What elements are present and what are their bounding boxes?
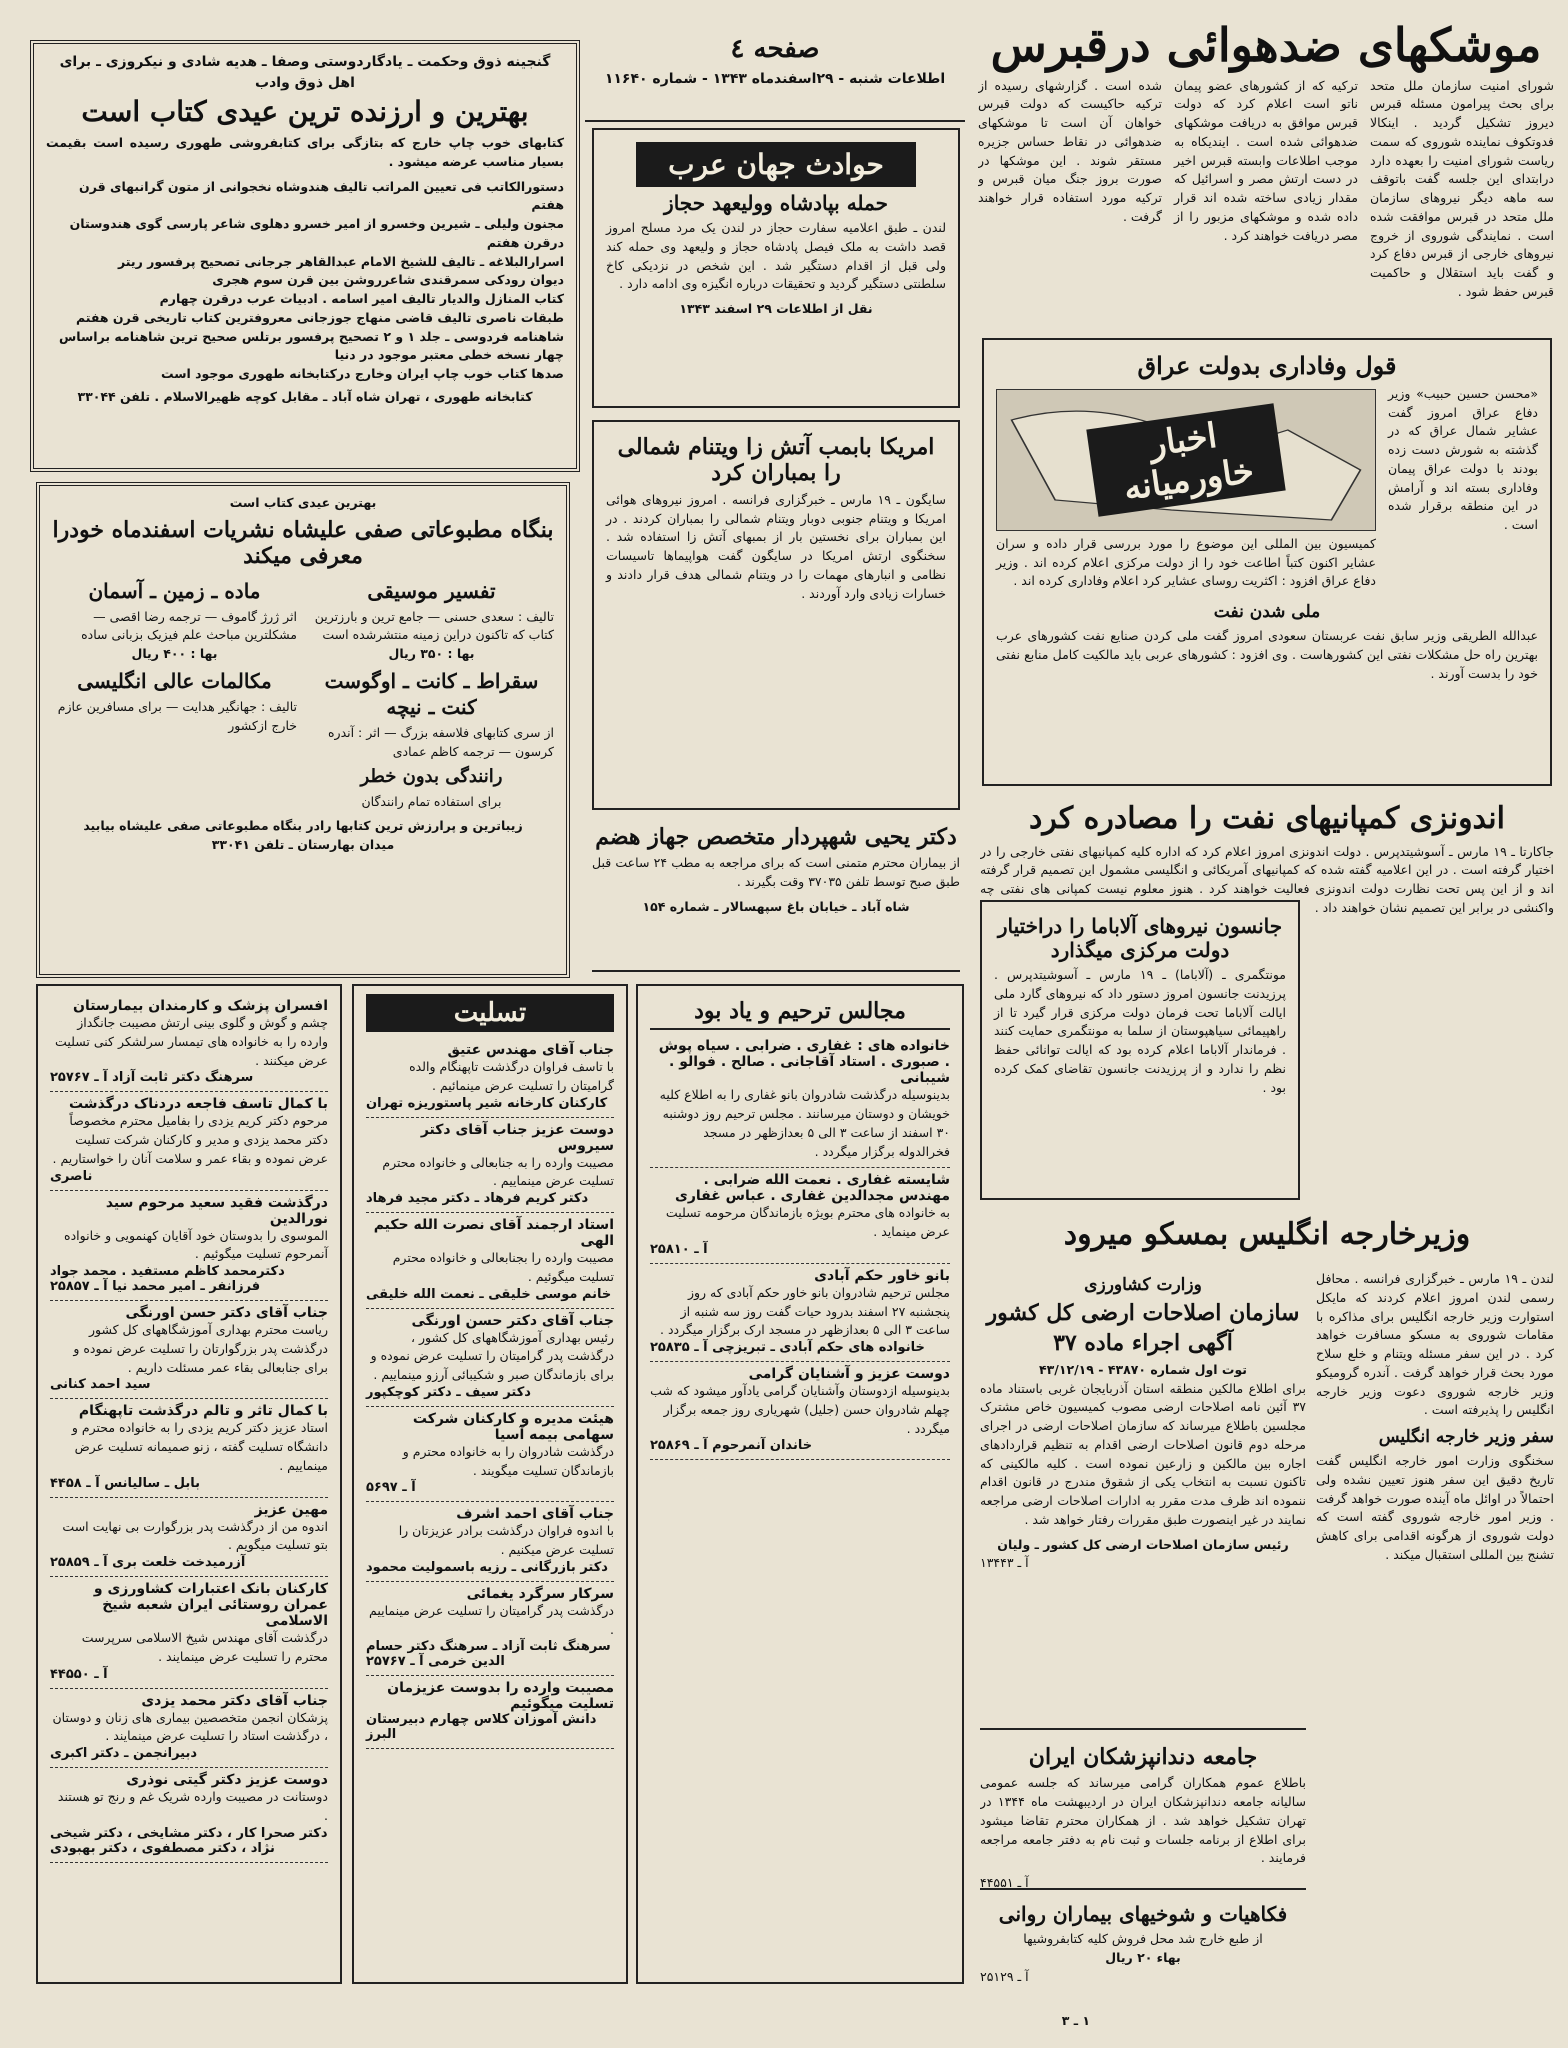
condolence-notice xyxy=(366,1038,614,1118)
middle-east-news-logo: اخبار خاورمیانه xyxy=(1086,403,1285,516)
notice-body: مصیبت وارده را بجنابعالی و خانواده محترم تسلیت میگوئیم . xyxy=(392,1250,614,1284)
britain-headline: وزیرخارجه انگلیس بمسکو میرود xyxy=(1063,1217,1471,1252)
condolence-notice xyxy=(366,1213,614,1309)
notice-body: چشم و گوش و گلوی بینی ارتش مصیبت جانگداز وارده را به خانواده های تیمسار سرلشکر کنی تسلیت عرض میکنند . xyxy=(55,1015,328,1068)
tahouri-book: اسرارالبلاغه ـ تالیف للشیخ الامام عبدالقاهر جرجانی تصحیح پرفسور ریتر xyxy=(118,253,564,269)
land-reform-ref: توت اول شماره ۴۳۸۷۰ - ۴۳/۱۲/۱۹ xyxy=(1039,1361,1247,1377)
condolence-notice xyxy=(50,1577,328,1689)
oil-subtitle: ملی شدن نفت xyxy=(1213,602,1321,623)
cyprus-headline: موشکهای ضدهوائی درقبرس xyxy=(990,18,1542,72)
alabama-headline: جانسون نیروهای آلاباما را دراختیار دولت مرکزی میگذارد xyxy=(997,914,1283,962)
safi-book-title: رانندگی بدون خطر xyxy=(360,766,503,788)
mourning-title: مجالس ترحیم و یاد بود xyxy=(650,998,950,1030)
condolences-title: تسلیت xyxy=(366,994,614,1032)
notice-signature: آزرمیدخت خلعت بری آ ـ ۲۵۸۵۹ xyxy=(50,1555,246,1570)
tahouri-book: کتاب المنازل والدیار تالیف امیر اسامه . ادبیات عرب درقرن چهارم xyxy=(159,291,564,307)
notice-title: با کمال تاثر و تالم درگذشت تاپهنگام xyxy=(78,1403,328,1420)
cyprus-article xyxy=(978,18,1554,333)
safi-book-title: ماده ـ زمین ـ آسمان xyxy=(88,578,261,603)
notice-signature: آ ـ ۲۵۸۱۰ xyxy=(650,1241,708,1257)
notice-signature: بابل ـ سالیانس آ ـ ۴۴۵۸ xyxy=(50,1475,200,1491)
condolence-notice xyxy=(50,1689,328,1769)
condolence-notice xyxy=(50,1092,328,1190)
cyprus-text-right: شورای امنیت سازمان ملل متحد برای بحث پیرامون مسئله قبرس دیروز تشکیل گردید . اینکالا فدوتکوف نماینده شوروی که سمت ریاست شورای امنیت را بعهده دارد درابتدای این جلسه گفت باتوقف سه ماهه دیگر نیروهای سازمان ملل متحد در قبرس موافقت شده است . نمایندگی شوروی از خروج نیروهای خارجی از قبرس دفاع کرد و گفت باید استقلال و حاکمیت قبرس حفظ شود . xyxy=(1370,77,1554,299)
notice-title: دوست عزیز دکتر گیتی نوذری xyxy=(126,1772,328,1788)
page-marks: ۱ ـ ۳ xyxy=(1061,2013,1090,2028)
tahouri-book: صدها کتاب خوب چاپ ایران وخارج درکتابخانه طهوری موجود است xyxy=(160,366,564,382)
condolence-notice xyxy=(50,1301,328,1399)
safi-alishah-ad xyxy=(36,482,570,978)
tahouri-book: دیوان رودکی سمرقندی شاعرروشن بین قرن سوم هجری xyxy=(212,272,564,288)
doctor-address: شاه آباد ـ خیابان باغ سپهسالار ـ شماره ۱۵۴ xyxy=(642,898,910,914)
notice-body: اندوه من از درگذشت پدر بزرگوارت بی نهایت است بتو تسلیت میگویم . xyxy=(62,1518,328,1553)
doctor-title: دکتر یحیی شهپردار متخصص جهاز هضم xyxy=(595,824,957,850)
notice-body: مصیبت وارده را به جنابعالی و خانواده محترم تسلیت عرض مینماییم . xyxy=(382,1154,614,1189)
condolence-notice xyxy=(366,1676,614,1749)
iraq-text-left: کمیسیون بین المللی این موضوع را مورد بررسی قرار داده و سران عشایر اکنون کتباً اطاعت خود را از دولت مرکزی اعلام کرده اند . وزیر دفاع عراق افزود : اکثریت روسای عشایر کرد اعلام وفاداری کرده اند . xyxy=(996,535,1376,589)
dentists-text: باطلاع عموم همکاران گرامی میرساند که جلسه عمومی سالیانه جامعه دندانپزشکان ایران در اردیبهشت ماه ۱۳۴۴ در تهران تشکیل خواهد شد . از همکاران محترم تقاضا میشود برای اطلاع از برنامه جلسات و ثبت نام به دفتر جامعه مراجعه فرمایند . xyxy=(980,1775,1306,1866)
britain-article xyxy=(1316,1270,1554,2010)
notice-signature: سرهنگ ثابت آزاد ـ سرهنگ دکتر حسام الدین خرمی آ ـ ۲۵۷۶۷ xyxy=(366,1639,611,1670)
safi-book-title: سقراط ـ کانت ـ اوگوست کنت ـ نیچه xyxy=(324,668,539,719)
notice-title: هیئت مدیره و کارکنان شرکت سهامی بیمه آسیا xyxy=(412,1410,614,1443)
tahouri-address: کتابخانه طهوری ، تهران شاه آباد ـ مقابل کوچه ظهیرالاسلام . تلفن ۳۳۰۴۴ xyxy=(77,388,533,404)
safi-book-detail: از سری کتابهای فلاسفه بزرگ — اثر : آندره کرسون — ترجمه کاظم عمادی xyxy=(327,724,554,759)
safi-book-detail: اثر ژرژ گاموف — ترجمه رضا اقصی — مشکلترین مباحث علم فیزیک بزبانی ساده xyxy=(81,608,297,643)
notice-signature: دکتر صحرا کار ، دکتر مشایخی ، دکتر شیخی نژاد ، دکتر مصطفوی ، دکتر بهبودی xyxy=(50,1825,328,1856)
condolence-notice xyxy=(50,1399,328,1497)
notice-body: ریاست محترم بهداری آموزشگاههای کل کشور درگذشت پدر بزرگوارتان را تسلیت عرض نموده و برای جنابعالی بقاء عمر مسئلت داریم . xyxy=(73,1322,328,1375)
masthead xyxy=(585,30,965,122)
condolence-notice xyxy=(366,1118,614,1214)
notice-body: درگذشت پدر گرامیتان را تسلیت عرض مینماییم . xyxy=(369,1602,614,1637)
notice-title: بانو خاور حکم آبادی xyxy=(814,1267,950,1284)
cyprus-text-left: شده است . گزارشهای رسیده از ترکیه حاکیست که دولت قبرس خواهان آن است تا موشکهای ضدهوائی در نقاط حساس جزیره مستقر شوند . این موشکها در صورت بروز جنگ میان قبرس و ترکیه مورد استفاده قرار خواهند گرفت . xyxy=(978,77,1162,224)
condolence-notice xyxy=(366,1502,614,1582)
notice-body: با تاسف فراوان درگذشت تاپهنگام والده گرامیتان را تسلیت عرض مینمائیم . xyxy=(409,1059,614,1093)
land-reform-code: آ ـ ۱۳۴۴۳ xyxy=(980,1555,1029,1571)
notice-signature: دکتر بازرگانی ـ رزیه باسمولیت محمود xyxy=(366,1559,608,1575)
notice-body: مجلس ترحیم شادروان بانو خاور حکم آبادی که روز پنجشنبه ۲۷ اسفند بدرود حیات گفت روز سه شنبه از ساعت ۳ الی ۵ بعدازظهر در مسجد ارک برگزار میگردد . xyxy=(660,1284,950,1338)
condolence-notice xyxy=(366,1309,614,1407)
left-notices-column xyxy=(36,984,342,1984)
safi-book-price: بها : ۴۰۰ ریال xyxy=(131,646,218,662)
land-reform-signature: رئیس سازمان اصلاحات ارضی کل کشور ـ ولیان xyxy=(997,1536,1289,1552)
notice-body: رئیس بهداری آموزشگاههای کل کشور ، درگذشت پدر گرامیتان را تسلیت عرض نموده و برای بازماندگان صبر و شکیبائی آرزو مینماییم . xyxy=(370,1329,614,1382)
tahouri-book: شاهنامه فردوسی ـ جلد ۱ و ۲ تصحیح پرفسور برتلس صحیح ترین شاهنامه براساس چهار نسخه خطی معتبر موجود در دنیا xyxy=(59,328,564,363)
middle-east-map xyxy=(996,389,1376,531)
arab-world-news-logo: حوادث جهان عرب xyxy=(636,142,916,187)
notice-body: استاد عزیز دکتر کریم یزدی را به خانواده محترم و دانشگاه تسلیت گفته ، زنو صمیمانه تسلیت عرض مینماییم . xyxy=(71,1420,328,1473)
condolence-notice xyxy=(366,1407,614,1503)
humor-price: بهاء ۲۰ ریال xyxy=(1105,1949,1181,1965)
iraq-headline: قول وفاداری بدولت عراق xyxy=(1137,351,1397,380)
humor-code: آ ـ ۲۵۱۲۹ xyxy=(980,1968,1029,1984)
notice-signature: سید احمد کنانی xyxy=(50,1377,151,1393)
humor-book-ad xyxy=(980,1898,1306,2008)
alabama-article xyxy=(980,900,1300,1200)
notice-title: مهین عزیز xyxy=(254,1501,328,1518)
dentists-notice xyxy=(980,1740,1306,1890)
britain-headline-wrap xyxy=(980,1216,1554,1262)
condolence-notice xyxy=(50,1191,328,1302)
iraq-text-right: «محسن حسین حبیب» وزیر دفاع عراق امروز گفت عشایر شمال عراق که در گذشته به شورش دست زده بودند با دولت عراق پیمان وفاداری بسته اند و آرامش در این منطقه برقرار شده است . xyxy=(1388,385,1538,533)
vietnam-text: سایگون ـ ۱۹ مارس ـ خبرگزاری فرانسه . امروز نیروهای هوائی امریکا و ویتنام جنوبی دوبار ویتنام شمالی را بمباران کردند . در این بمباران برای نخستین بار از بمبهای آتش زا استفاده شد . سخنگوی ارتش امریکا در سایگون گفت هواپیماها تاسیسات نظامی و انبارهای مهمات را در ویتنام شمالی هدف قرار دادند و خسارات زیادی وارد آوردند . xyxy=(606,491,946,601)
notice-signature: دبیرانجمن ـ دکتر اکبری xyxy=(50,1746,198,1761)
condolence-notice xyxy=(50,1768,328,1863)
notice-body: دوستانت در مصیبت وارده شریک غم و رنج تو هستند . xyxy=(57,1789,328,1823)
notice-body: پزشکان انجمن متخصصین بیماری های زنان و دوستان ، درگذشت استاد را تسلیت عرض مینمایند . xyxy=(52,1709,328,1744)
notice-signature: خانم موسی خلیقی ـ نعمت الله خلیقی xyxy=(366,1286,612,1302)
dentists-title: جامعه دندانپزشکان ایران xyxy=(1028,1744,1258,1770)
ministry-label: وزارت کشاورزی xyxy=(1084,1275,1202,1295)
safi-book-detail: تالیف : جهانگیر هدایت — برای مسافرین عازم خارج ازکشور xyxy=(57,698,297,733)
notice-signature: آ ـ ۴۴۵۵۰ xyxy=(50,1666,108,1682)
notice-signature: خاندان آنمرحوم آ ـ ۲۵۸۶۹ xyxy=(650,1438,813,1454)
mourning-column xyxy=(636,984,964,1984)
iraq-article xyxy=(982,338,1552,786)
page-label: صفحه ٤ xyxy=(730,34,820,64)
notice-body: با اندوه فراوان درگذشت برادر عزیزتان را تسلیت عرض میکنیم . xyxy=(398,1523,614,1557)
vietnam-headline: امریکا بابمب آتش زا ویتنام شمالی را بمباران کرد xyxy=(617,434,935,487)
britain-text-2: سخنگوی وزارت امور خارجه انگلیس گفت تاریخ دقیق این سفر هنوز تعیین نشده ولی احتمالاً در اوائل ماه آینده صورت خواهد گرفت . وزیر امور خارجه شوروی گفته است که دولت شوروی از هرگونه اقدامی برای کاهش تشنج بین المللی استقبال میکند . xyxy=(1316,1453,1554,1562)
notice-title: دوست عزیز جناب آقای دکتر سیروس xyxy=(420,1121,614,1154)
notice-title: شایسته غفاری . نعمت الله ضرابی . مهندس مجدالدین غفاری . عباس غفاری xyxy=(675,1172,950,1205)
tahouri-title: بهترین و ارزنده ترین عیدی کتاب است xyxy=(81,95,529,128)
notice-signature: دکترمحمد کاظم مستفید . محمد جواد فرزانفر ـ امیر محمد نیا آ ـ ۲۵۸۵۷ xyxy=(50,1264,285,1294)
safi-header: بهترین عیدی کتاب است xyxy=(229,495,377,510)
notice-title: جناب آقای مهندس عتیق xyxy=(447,1042,614,1058)
issue-line: اطلاعات شنبه - ۲۹اسفندماه ۱۳۴۳ - شماره ۱۱۶۴۰ xyxy=(604,71,946,88)
dentists-code: آ ـ ۴۴۵۵۱ xyxy=(980,1875,1029,1890)
indonesia-text: جاکارتا ـ ۱۹ مارس ـ آسوشیتدپرس . دولت اندونزی امروز اعلام کرد که اداره کلیه کمپانیهای نفتی خارجی را در اختیار گرفته است . در این اعلامیه گفته شده که کمپانیهای آمریکائی و انگلیسی مشمول این تصمیم قرار گرفته اند و از این پس تحت نظارت دولت اندونزی فعالیت خواهند کرد . هنوز معلوم نیست کمپانی های نفتی چه واکنشی در برابر این تصمیم نشان خواهند داد . xyxy=(980,843,1554,915)
notice-signature: دکتر کریم فرهاد ـ دکتر مجید فرهاد xyxy=(366,1191,589,1206)
oil-text: عبدالله الطریقی وزیر سابق نفت عربستان سعودی امروز گفت ملی کردن صنایع نفت کشورهای عرب بهترین راه حل مشکلات نفتی این کشورهاست . وی افزود : کشورهای عربی باید مالکیت کامل منابع نفتی خود را بدست آورند . xyxy=(996,628,1538,681)
condolences-column xyxy=(352,984,628,1984)
notice-signature: دکتر سیف ـ دکتر کوچکپور xyxy=(366,1384,531,1400)
notice-title: دوست عزیز و آشنایان گرامی xyxy=(748,1366,950,1383)
notice-title: مصیبت وارده را بدوست عزیزمان تسلیت میگوئیم xyxy=(387,1680,614,1713)
notice-signature: خانواده های حکم آبادی ـ تبریزچی آ ـ ۲۵۸۳۵ xyxy=(650,1340,925,1356)
mourning-notice xyxy=(650,1264,950,1362)
tahouri-book: طبقات ناصری تالیف قاضی منهاج جوزجانی معروفترین کتاب تاریخی قرن هفتم xyxy=(75,309,564,325)
notice-title: جناب آقای دکتر حسن اورنگی xyxy=(411,1312,614,1329)
safi-title: بنگاه مطبوعاتی صفی علیشاه نشریات اسفندماه خودرا معرفی میکند xyxy=(52,516,554,570)
humor-title: فکاهیات و شوخیهای بیماران روانی xyxy=(998,1902,1288,1926)
safi-book-detail: تالیف : سعدی حسنی — جامع ترین و بارزترین کتاب که تاکنون دراین زمینه منتشرشده است xyxy=(314,608,554,643)
doctor-ad xyxy=(592,820,960,972)
land-reform-title: آگهی اجراء ماده ۳۷ xyxy=(1053,1330,1233,1357)
condolence-notice xyxy=(366,1582,614,1677)
safi-book-price: بها : ۳۵۰ ریال xyxy=(388,646,475,662)
notice-signature: سرهنگ دکتر ثابت آزاد آ ـ ۲۵۷۶۷ xyxy=(50,1070,254,1086)
doctor-text: از بیماران محترم متمنی است که برای مراجعه به مطب ۲۴ ساعت قبل طبق صبح توسط تلفن ۳۷۰۳۵ وقت بگیرند . xyxy=(592,855,960,890)
land-reform-text: برای اطلاع مالکین منطقه استان آذربایجان غربی باستناد ماده ۳۷ آئین نامه اصلاحات ارضی مصوب کمیسیون خاص مشترک مجلسین باطلاع میرساند که سازمان اصلاحات ارضی در اجرای مرحله دوم قانون اصلاحات ارضی اقدام به تنظیم قراردادهای اجاره بین مالکین و زارعین نموده است . کلیه مالکینی که تاکنون نسبت به انتخاب یکی از شقوق مندرج در قانون اقدام ننموده اند ظرف مدت مقرر به ادارات اصلاحات ارضی مراجعه نمایند در غیر اینصورت طبق مقررات رفتار خواهد شد . xyxy=(980,1380,1306,1527)
humor-text: از طبع خارج شد محل فروش کلیه کتابفروشیها xyxy=(1023,1931,1263,1946)
notice-body: درگذشت آقای مهندس شیخ الاسلامی سرپرست محترم را تسلیت عرض مینمایند . xyxy=(81,1630,328,1664)
notice-title: با کمال تاسف فاجعه دردناک درگذشت xyxy=(68,1096,328,1113)
indonesia-headline: اندونزی کمپانیهای نفت را مصادره کرد xyxy=(1029,801,1505,836)
tahouri-book: دستورالکاتب فی تعیین المراتب تالیف هندوشاه نخجوانی از متون گرانبهای قرن هفتم xyxy=(79,178,564,213)
vietnam-article xyxy=(592,420,960,810)
notice-title: افسران پزشک و کارمندان بیمارستان xyxy=(73,998,328,1014)
notice-title: خانواده های : غفاری . ضرابی . سیاه پوش . صبوری . استاد آقاجانی . صالح . فوالو . شیبانی xyxy=(658,1038,950,1087)
notice-body: مرحوم دکتر کریم یزدی را بفامیل محترم مخصوصاً دکتر محمد یزدی و مدیر و کارکنان شرکت تسلیت عرض نموده و بقاء عمر و سلامت آنان را خواستاریم . xyxy=(52,1113,328,1166)
notice-signature: دانش آموزان کلاس چهارم دبیرستان البرز xyxy=(366,1712,597,1743)
notice-title: سرکار سرگرد یغمائی xyxy=(466,1585,614,1602)
mourning-list xyxy=(650,1034,950,1460)
alabama-text: مونتگمری ـ (آلاباما) ـ ۱۹ مارس ـ آسوشیتدپرس . پرزیدنت جانسون امروز دستور داد که نیروهای گارد ملی ایالت آلاباما تحت فرمان دولت مرکزی قرار گیرد تا از راهپیمائی سیاهپوستان از سلما به مونتگمری حمایت کنند . فرماندار آلاباما اعلام کرده بود که ایالت توانائی حفظ نظم را ندارد و از پرزیدنت جانسون تقاضای کمک کرده بود . xyxy=(994,967,1286,1095)
notice-body: بدینوسیله ازدوستان وآشنایان گرامی یادآور میشود که شب چهلم شادروان حسن (جلیل) شهریاری روز جمعه برگزار میگردد . xyxy=(650,1383,950,1436)
hejaz-source: نقل از اطلاعات ۲۹ اسفند ۱۳۴۳ xyxy=(679,301,873,316)
tahouri-intro: کتابهای خوب چاپ خارج که بتازگی برای کتابفروشی طهوری رسیده است بقیمت بسیار مناسب عرضه میشود . xyxy=(46,135,564,169)
condolence-notice xyxy=(50,994,328,1092)
britain-subtitle: سفر وزیر خارجه انگلیس xyxy=(1378,1427,1554,1447)
land-reform-notice xyxy=(980,1270,1306,1730)
notice-title: استاد ارجمند آقای نصرت الله حکیم الهی xyxy=(373,1217,614,1249)
notice-body: الموسوی را بدوستان خود آقایان کهنمویی و خانواده آنمرحوم تسلیت میگوئیم . xyxy=(64,1227,328,1262)
safi-book-title: مکالمات عالی انگلیسی xyxy=(77,668,272,693)
land-reform-org: سازمان اصلاحات ارضی کل کشور xyxy=(986,1300,1300,1327)
safi-address: میدان بهارستان ـ تلفن ۳۳۰۴۱ xyxy=(211,837,395,853)
mourning-notice xyxy=(650,1168,950,1264)
notice-title: درگذشت فقید سعید مرحوم سید نورالدین xyxy=(105,1194,328,1227)
notice-signature: آ ـ ۵۶۹۷ xyxy=(366,1480,416,1496)
safi-book-title: تفسیر موسیقی xyxy=(367,578,496,603)
hejaz-headline: حمله بپادشاه وولیعهد حجاز xyxy=(664,191,888,215)
notice-title: جناب آقای احمد اشرف xyxy=(456,1506,614,1523)
hejaz-article xyxy=(592,128,960,408)
mourning-notice xyxy=(650,1034,950,1168)
tahouri-book: مجنون ولیلی ـ شیرین وخسرو از امیر خسرو دهلوی شاعر پارسی گوی هندوستان درقرن هفتم xyxy=(69,216,564,250)
cyprus-text-mid: ترکیه که از کشورهای عضو پیمان ناتو است اعلام کرد که دولت قبرس موافق به دریافت موشکهای ضدهوائی شده است . ایندیکاه به موجب اطلاعات وابسته قبرس اخیر در دست ارتش مصر و اسرائیل که مقدار زیادی ساخته شده اند قرار داده شده و موشکهای مزبور را از مصر دریافت خواهند کرد . xyxy=(1174,77,1358,243)
notice-title: جناب آقای دکتر محمد یزدی xyxy=(141,1692,328,1709)
mourning-notice xyxy=(650,1362,950,1460)
notice-title: کارکنان بانک اعتبارات کشاورزی و عمران روستائی ایران شعبه شیخ الاسلامی xyxy=(93,1581,328,1629)
notice-body: درگذشت شادروان را به خانواده محترم و بازماندگان تسلیت میگویند . xyxy=(402,1443,614,1478)
tahouri-bookstore-ad xyxy=(30,40,580,472)
notice-body: بدینوسیله درگذشت شادروان بانو غفاری را به اطلاع کلیه خویشان و دوستان میرسانند . مجلس ترحیم روز دوشنبه ۳۰ اسفند از ساعت ۳ الی ۵ بعدازظهر در مسجد فخرالدوله برگزار میگردد . xyxy=(659,1087,950,1159)
notice-body: به خانواده های محترم بویژه بازماندگان مرحومه تسلیت عرض مینماید . xyxy=(665,1205,950,1240)
hejaz-text: لندن ـ طبق اعلامیه سفارت حجاز در لندن یک مرد مسلح امروز قصد داشت به ملک فیصل پادشاه حجاز و ولیعهد وی حمله کند ولی قبل از اقدام دستگیر شد . این شخص در نزدیکی کاخ سلطنتی دستگیر گردید و تحقیقات درباره انگیزه وی ادامه دارد . xyxy=(606,220,946,292)
condolence-notice xyxy=(50,1498,328,1578)
notice-signature: ناصری xyxy=(50,1168,93,1184)
safi-book-detail: برای استفاده تمام رانندگان xyxy=(361,793,502,809)
britain-text: لندن ـ ۱۹ مارس ـ خبرگزاری فرانسه . محافل رسمی لندن امروز اعلام کردند که مایکل استوارت وزیر خارجه انگلیس برای مذاکره با مقامات شوروی به مسکو مسافرت خواهد کرد . در این سفر مسئله ویتنام و خلع سلاح مورد بحث قرار خواهد گرفت . آندره گرومیکو وزیر خارجه شوروی دعوت وزیر خارجه انگلیس را پذیرفته است . xyxy=(1316,1271,1554,1418)
notice-signature: کارکنان کارخانه شیر پاستوریزه تهران xyxy=(366,1095,608,1111)
tahouri-header: گنجینه ذوق وحکمت ـ یادگاردوستی وصفا ـ هدیه شادی و نیکروزی ـ برای اهل ذوق وادب xyxy=(59,54,551,91)
notice-title: جناب آقای دکتر حسن اورنگی xyxy=(125,1305,328,1321)
safi-footer: زیباترین و پرارزش ترین کتابها رادر بنگاه مطبوعاتی صفی علیشاه بیابید xyxy=(83,818,523,834)
